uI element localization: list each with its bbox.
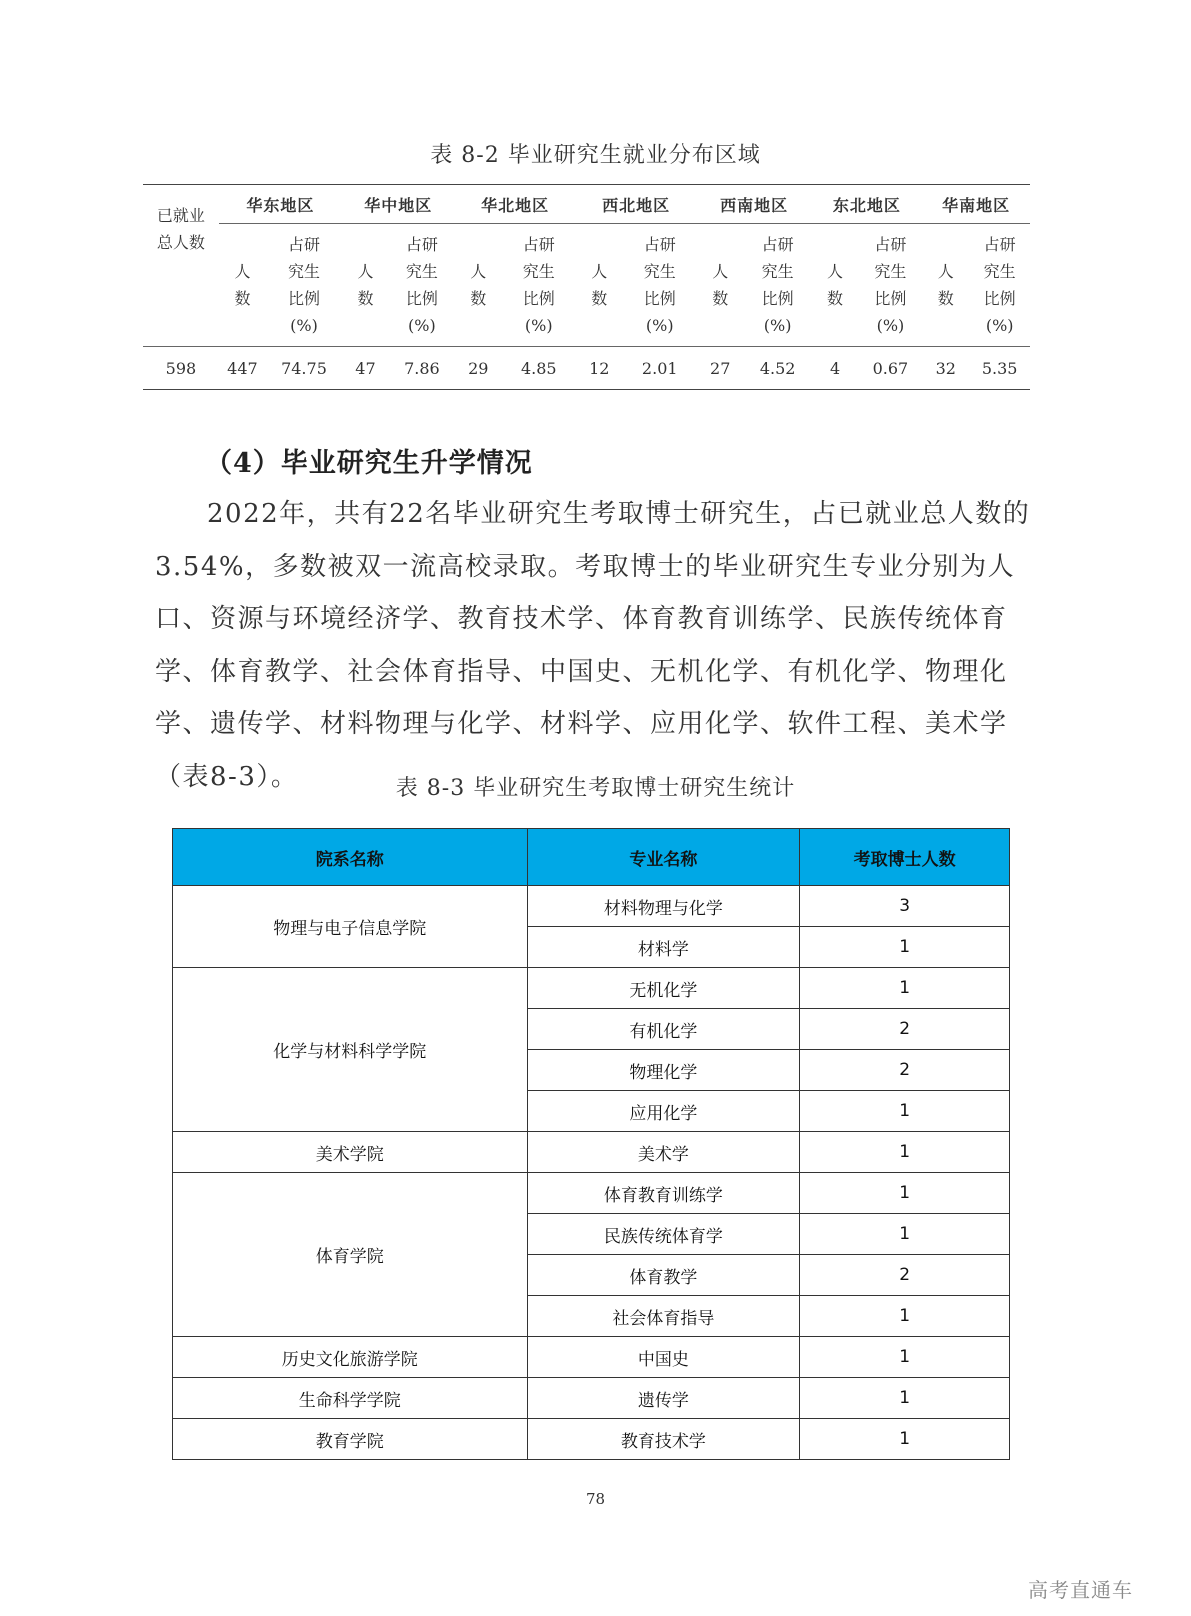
total-employed-value: 598	[143, 347, 219, 390]
major-cell: 美术学	[527, 1132, 800, 1173]
college-cell: 历史文化旅游学院	[173, 1337, 528, 1378]
count-subheader: 人 数	[712, 262, 729, 308]
region-ratio: 0.67	[859, 347, 923, 390]
count-cell: 3	[800, 886, 1010, 927]
region-ratio: 5.35	[969, 347, 1030, 390]
region-header: 华中地区	[364, 195, 433, 215]
table-row	[173, 968, 1010, 1009]
major-cell: 有机化学	[527, 1009, 800, 1050]
region-header: 西南地区	[720, 195, 789, 215]
ratio-subheader: 占研 究生 比例 (%)	[405, 235, 438, 335]
paragraph-text: 2022年，共有22名毕业研究生考取博士研究生，占已就业总人数的3.54%，多数被双一流高校录取。考取博士的毕业研究生专业分别为人口、资源与环境经济学、教育技术学、体育教育训练学、民族传统体育学、体育教学、社会体育指导、中国史、无机化学、有机化学、物理化学、遗传学、材料物理与化学、材料学、应用化学、软件工程、美术学（表8-3）。	[155, 499, 1031, 792]
college-cell: 教育学院	[173, 1419, 528, 1460]
count-cell: 1	[800, 1132, 1010, 1173]
region-header: 华北地区	[481, 195, 550, 215]
ratio-subheader: 占研 究生 比例 (%)	[761, 235, 794, 335]
region-count: 447	[219, 347, 266, 390]
count-cell: 2	[800, 1255, 1010, 1296]
count-cell: 1	[800, 1173, 1010, 1214]
college-cell: 美术学院	[173, 1132, 528, 1173]
count-cell: 1	[800, 927, 1010, 968]
region-header: 西北地区	[602, 195, 671, 215]
region-count: 32	[922, 347, 969, 390]
region-count: 29	[455, 347, 502, 390]
major-cell: 物理化学	[527, 1050, 800, 1091]
table-8-2-caption: 表 8-2 毕业研究生就业分布区域	[430, 143, 761, 168]
count-cell: 1	[800, 968, 1010, 1009]
region-header: 东北地区	[832, 195, 901, 215]
major-cell: 遗传学	[527, 1378, 800, 1419]
total-employed-header: 已就业 总人数	[156, 205, 205, 252]
college-cell: 物理与电子信息学院	[173, 886, 528, 968]
count-cell: 1	[800, 1296, 1010, 1337]
region-ratio: 4.85	[502, 347, 576, 390]
table-row	[173, 1337, 1010, 1378]
college-cell: 生命科学学院	[173, 1378, 528, 1419]
ratio-subheader: 占研 究生 比例 (%)	[643, 235, 676, 335]
table-row	[173, 1419, 1010, 1460]
region-ratio: 4.52	[744, 347, 812, 390]
major-cell: 材料学	[527, 927, 800, 968]
major-cell: 体育教育训练学	[527, 1173, 800, 1214]
ratio-subheader: 占研 究生 比例 (%)	[287, 235, 320, 335]
page-number: 78	[585, 1490, 606, 1508]
count-cell: 1	[800, 1337, 1010, 1378]
major-cell: 民族传统体育学	[527, 1214, 800, 1255]
major-column-header: 专业名称	[527, 829, 800, 886]
count-cell: 1	[800, 1378, 1010, 1419]
count-cell: 2	[800, 1050, 1010, 1091]
region-header: 华东地区	[246, 195, 315, 215]
count-subheader: 人 数	[357, 262, 374, 308]
region-header: 华南地区	[942, 195, 1011, 215]
count-cell: 1	[800, 1419, 1010, 1460]
college-cell: 化学与材料科学学院	[173, 968, 528, 1132]
count-column-header: 考取博士人数	[800, 829, 1010, 886]
ratio-subheader: 占研 究生 比例 (%)	[874, 235, 907, 335]
count-cell: 2	[800, 1009, 1010, 1050]
major-cell: 教育技术学	[527, 1419, 800, 1460]
region-count: 12	[576, 347, 623, 390]
table-row	[173, 886, 1010, 927]
region-count: 27	[697, 347, 744, 390]
major-cell: 应用化学	[527, 1091, 800, 1132]
table-row	[173, 1132, 1010, 1173]
watermark: 高考直通车	[1028, 1578, 1133, 1602]
table-row	[173, 1378, 1010, 1419]
region-ratio: 2.01	[623, 347, 697, 390]
count-cell: 1	[800, 1214, 1010, 1255]
count-cell: 1	[800, 1091, 1010, 1132]
count-subheader: 人 数	[470, 262, 487, 308]
count-subheader: 人 数	[234, 262, 251, 308]
region-count: 47	[342, 347, 389, 390]
count-subheader: 人 数	[827, 262, 844, 308]
major-cell: 社会体育指导	[527, 1296, 800, 1337]
body-paragraph	[155, 488, 1045, 803]
region-ratio: 74.75	[266, 347, 342, 390]
college-column-header: 院系名称	[173, 829, 528, 886]
section-title: （4）毕业研究生升学情况	[205, 448, 533, 479]
table-8-3-caption: 表 8-3 毕业研究生考取博士研究生统计	[395, 776, 796, 801]
region-ratio: 7.86	[389, 347, 455, 390]
ratio-subheader: 占研 究生 比例 (%)	[983, 235, 1016, 335]
ratio-subheader: 占研 究生 比例 (%)	[522, 235, 555, 335]
table-row	[173, 1173, 1010, 1214]
major-cell: 中国史	[527, 1337, 800, 1378]
region-distribution-table	[143, 184, 1030, 390]
count-subheader: 人 数	[591, 262, 608, 308]
major-cell: 无机化学	[527, 968, 800, 1009]
major-cell: 材料物理与化学	[527, 886, 800, 927]
college-cell: 体育学院	[173, 1173, 528, 1337]
region-count: 4	[811, 347, 858, 390]
count-subheader: 人 数	[937, 262, 954, 308]
major-cell: 体育教学	[527, 1255, 800, 1296]
phd-admission-table	[172, 828, 1010, 1460]
